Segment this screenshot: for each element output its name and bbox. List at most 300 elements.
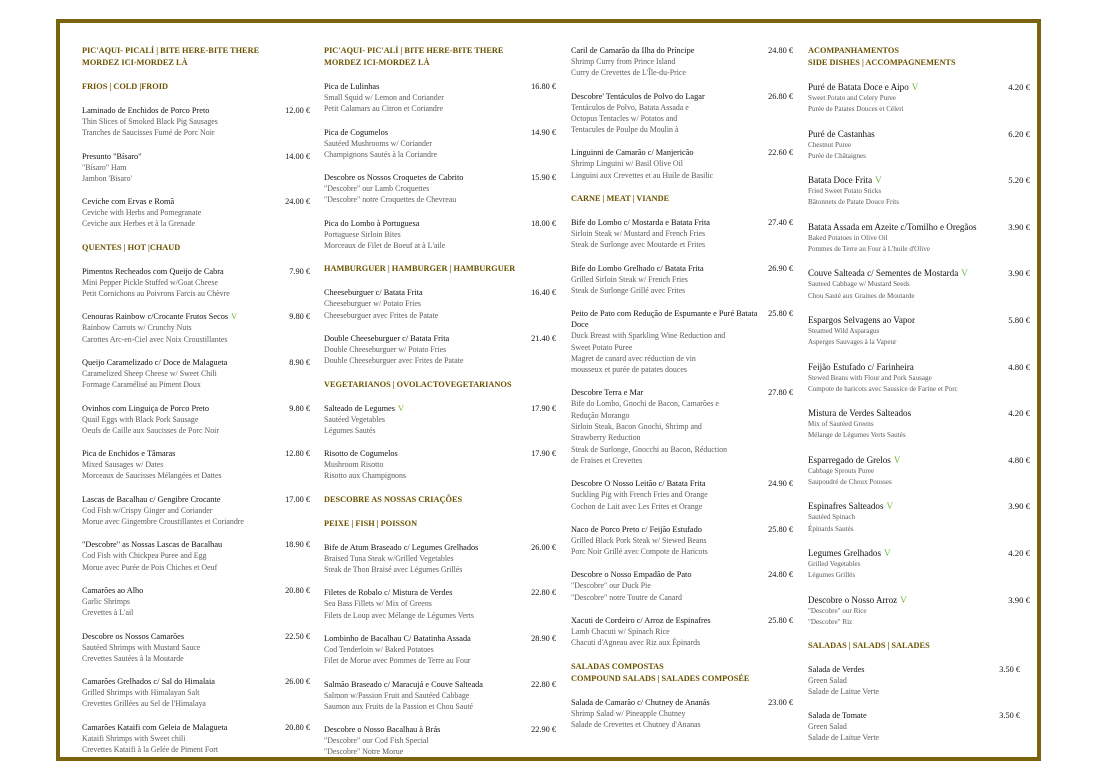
dish-name-text: Pica de Cogumelos [324, 127, 389, 137]
dish-name [324, 542, 484, 553]
dish-name [324, 218, 425, 229]
section-header: FRIOS | COLD |FROID [82, 82, 168, 91]
dish-name [808, 267, 974, 279]
dish-name [82, 722, 233, 733]
dish-name-text: Batata Assada em Azeite c/Tomilho e Oregãos [808, 221, 977, 232]
dish-price: 26.00 € [531, 542, 556, 552]
menu-item [571, 217, 793, 251]
menu-item [324, 287, 556, 321]
dish-description: Double Cheeseburguer avec Frites de Patate [324, 356, 464, 366]
dish-description: Cod Fish w/Crispy Ginger and Coriander [82, 505, 213, 515]
menu-item-row [324, 127, 556, 138]
dish-description: Grilled Shrimps with Himalayan Salt [82, 688, 200, 698]
dish-description: Crevettes à L'ail [82, 608, 134, 618]
menu-item-row [571, 91, 793, 102]
vegetarian-icon: V [961, 268, 968, 279]
dish-price: 27.40 € [768, 218, 793, 228]
menu-item-row [571, 697, 793, 708]
dish-price: 4.20 € [1008, 82, 1030, 92]
menu-item [808, 81, 1030, 116]
dish-name [82, 585, 149, 596]
dish-price: 5.80 € [1008, 314, 1030, 325]
dish-description: Salade de Laitue Verte [808, 733, 880, 743]
dish-price: 6.20 € [1008, 128, 1030, 139]
menu-item [571, 387, 793, 466]
menu-item [571, 569, 793, 603]
dish-price: 17.00 € [285, 494, 310, 504]
menu-item [82, 266, 310, 300]
menu-item [808, 314, 1030, 349]
dish-price: 16.80 € [531, 82, 556, 91]
menu-item [571, 263, 793, 297]
dish-description: Lamb Chacuti w/ Spinach Rice [571, 627, 670, 637]
menu-column-3 [571, 45, 793, 742]
menu-item-row [808, 314, 1030, 326]
vegetarian-icon: V [900, 594, 907, 605]
dish-description: Carottes Arc-en-Ciel avec Noix Croustillantes [82, 334, 228, 344]
section-header: PIC'AQUI- PICALÍ | BITE HERE-BITE THERE [82, 46, 260, 55]
dish-description: Curry de Crevettes de L'Île-du-Price [571, 68, 686, 78]
dish-name-text: "Descobre" as Nossas Lascas de Bacalhau [82, 540, 223, 550]
dish-name-text: Couve Salteada c/ Sementes de Mostarda [808, 268, 959, 279]
section-header: PEIXE | FISH | POISSON [324, 518, 418, 528]
dish-price: 24.80 € [768, 46, 793, 55]
dish-name-text: Feijão Estufado c/ Farinheira [808, 361, 914, 372]
dish-name [324, 679, 489, 690]
dish-name-text: Queijo Caramelizado c/ Doce de Malagueta [82, 357, 228, 367]
dish-name-text: Descobre o Nosso Bacalhau à Brás [324, 725, 441, 735]
dish-name-text: Lascas de Bacalhau c/ Gengibre Crocante [82, 494, 221, 504]
dish-name-text: Risotto de Cogumelos [324, 449, 398, 459]
menu-item-row [82, 494, 310, 505]
dish-description: Shrimp Salad w/ Pineapple Chutney [571, 708, 686, 718]
dish-name-text: Descobre O Nosso Leitão c/ Batata Frita [571, 479, 706, 489]
dish-name-text: Descobre o Nosso Empadão de Pato [571, 570, 692, 580]
menu-item-row [82, 585, 310, 596]
menu-item [324, 724, 556, 758]
dish-name [82, 105, 215, 116]
dish-name-text: Salmão Braseado c/ Maracujá e Couve Salteada [324, 679, 483, 689]
dish-description: Cheeseburguer avec Frites de Patate [324, 310, 439, 320]
dish-description: Small Squid w/ Lemon and Coriander [324, 93, 444, 102]
dish-name [808, 594, 913, 606]
menu-item [808, 710, 1030, 744]
dish-description: Chou Sauté aux Graines de Moutarde [808, 291, 915, 300]
section-header: VEGETARIANOS | OVOLACTOVEGETARIANOS [324, 379, 512, 389]
menu-item-row [571, 569, 793, 580]
menu-item [571, 524, 793, 558]
dish-description: "Descobre" Notre Morue [324, 747, 404, 757]
section-header: ACOMPANHAMENTOS [808, 46, 899, 55]
dish-description: Purée de Patates Douces et Céleri [808, 105, 904, 114]
dish-price: 21.40 € [531, 333, 556, 343]
dish-name [808, 454, 906, 466]
dish-name-text: Salada de Verdes [808, 665, 865, 675]
menu-item [82, 676, 310, 710]
menu-item [571, 147, 793, 181]
dish-name [82, 357, 233, 368]
dish-description: Morceaux de Saucisses Mélangées et Dattes [82, 471, 222, 481]
menu-item [82, 539, 310, 573]
dish-price: 28.90 € [531, 633, 556, 643]
menu-item-row [324, 633, 556, 644]
dish-name [571, 524, 708, 535]
menu-item-row [324, 81, 556, 92]
dish-name [571, 615, 717, 626]
menu-item [82, 151, 310, 185]
menu-item-row [82, 151, 310, 162]
dish-description: Bife do Lombo, Gnochi de Bacon, Camarões e [571, 399, 719, 409]
vegetarian-icon: V [886, 501, 894, 512]
dish-name [571, 147, 700, 158]
dish-description: Suckling Pig with French Fries and Orange [571, 490, 708, 500]
dish-price: 8.90 € [289, 357, 310, 367]
dish-description: Salmon w/Passion Fruit and Sautéed Cabbage [324, 690, 470, 700]
dish-description: "Descobre" notre Toutre de Canard [571, 592, 682, 602]
dish-description: Pommes de Terre au Four à L'huile d'Olive [808, 245, 930, 254]
dish-price: 17.90 € [531, 403, 556, 413]
menu-item [82, 631, 310, 665]
menu-column-1 [82, 45, 310, 767]
menu-item-row [82, 539, 310, 550]
menu-item [808, 547, 1030, 582]
dish-description: Oeufs de Caille aux Saucisses de Porc Noir [82, 425, 219, 435]
dish-description: Sautéed Vegetables [324, 414, 385, 424]
dish-name [808, 221, 983, 233]
dish-name [82, 151, 148, 162]
dish-description: Salade de Crevettes et Chutney d'Ananas [571, 719, 701, 729]
dish-description: Filets de Loup avec Mélange de Légumes Verts [324, 610, 474, 620]
menu-item [82, 585, 310, 619]
section-header: SALADAS | SALADS | SALADES [808, 641, 930, 651]
dish-name-text: Puré de Castanhas [808, 128, 875, 139]
dish-description: Steak de Surlonge Grillé avec Frites [571, 285, 686, 295]
dish-description: "Descobre" notre Croquettes de Chevreau [324, 195, 457, 205]
dish-price: 24.90 € [768, 479, 793, 489]
dish-price: 26.00 € [285, 677, 310, 687]
dish-description: Linguini aux Crevettes et au Huile de Basilic [571, 170, 714, 180]
dish-name-text: Salteado de Legumes [324, 403, 395, 413]
menu-item [324, 218, 556, 252]
dish-price: 22.60 € [768, 148, 793, 158]
dish-name-text: Mistura de Verdes Salteados [808, 408, 912, 419]
dish-description: Steak de Surlonge, Gnocchi au Bacon, Réduction [571, 444, 728, 454]
menu-item [808, 664, 1030, 698]
menu-item-row [324, 172, 556, 183]
dish-price: 24.00 € [285, 197, 310, 207]
dish-price: 25.80 € [768, 616, 793, 626]
dish-price: 22.90 € [531, 725, 556, 735]
dish-name-text: Xacuti de Cordeiro c/ Arroz de Espinafres [571, 616, 711, 626]
menu-item [324, 542, 556, 576]
dish-price: 3.90 € [1008, 594, 1030, 605]
menu-item-row [324, 287, 556, 298]
menu-item [82, 494, 310, 528]
dish-name [571, 308, 768, 330]
dish-description: Grilled Black Pork Steak w/ Stewed Beans [571, 535, 707, 545]
dish-description: de Fraises et Crevettes [571, 455, 643, 465]
dish-price: 18.00 € [531, 218, 556, 228]
section-header: MORDEZ ICI-MORDEZ LÀ [324, 58, 430, 67]
dish-price: 3.90 € [1008, 501, 1030, 512]
dish-name-text: Camarões Kataifi com Geleia de Malagueta [82, 722, 228, 732]
menu-item-row [808, 500, 1030, 512]
menu-item [571, 45, 793, 79]
section-header: SIDE DISHES | ACCOMPAGNEMENTS [808, 58, 956, 67]
dish-price: 25.80 € [768, 309, 793, 319]
vegetarian-icon: V [893, 454, 901, 465]
menu-item [808, 594, 1030, 629]
dish-description: Sweet Potato and Celery Puree [808, 94, 896, 102]
menu-item [324, 679, 556, 713]
dish-name-text: Salada de Camarão c/ Chutney de Ananás [571, 697, 710, 707]
menu-item [571, 697, 793, 731]
dish-description: Grilled Vegetables [808, 559, 861, 568]
vegetarian-icon: V [883, 547, 891, 558]
dish-description: Cod Fish with Chickpea Puree and Egg [82, 551, 207, 561]
dish-price: 12.80 € [285, 449, 310, 459]
dish-description: Mix of Sautéed Greens [808, 420, 874, 429]
vegetarian-icon: V [875, 175, 882, 186]
menu-item [808, 267, 1030, 302]
dish-description: Sautéed Mushrooms w/ Coriander [324, 138, 433, 148]
dish-name [808, 361, 920, 373]
menu-item-row [324, 542, 556, 553]
dish-price: 22.80 € [531, 588, 556, 598]
dish-description: Quail Eggs with Black Pork Sausage [82, 414, 199, 424]
dish-description: Caramelized Sheep Cheese w/ Sweet Chili [82, 368, 217, 378]
dish-description: Porc Noir Grillé avec Compote de Haricots [571, 547, 708, 557]
dish-name [82, 539, 228, 550]
dish-description: Green Salad [808, 676, 847, 686]
dish-description: Steamed Wild Asparagus [808, 326, 880, 335]
dish-description: Ceviche aux Herbes et à la Grenade [82, 219, 196, 229]
dish-name-text: Ovinhos com Linguiça de Porco Preto [82, 403, 209, 413]
dish-description: Légumes Sautés [324, 425, 376, 435]
menu-item [324, 81, 556, 115]
dish-description: Légumes Grillés [808, 571, 856, 580]
menu-item-row [324, 679, 556, 690]
dish-name-text: Salada de Tomate [808, 710, 867, 720]
menu-item [324, 172, 556, 206]
menu-item-row [808, 174, 1030, 186]
dish-price: 3.90 € [1008, 268, 1030, 279]
dish-description: Tranches de Saucisses Fumé de Porc Noir [82, 128, 215, 138]
dish-price: 7.90 € [289, 266, 310, 276]
dish-name-text: Ceviche com Ervas e Romã [82, 197, 175, 207]
dish-name-text: Descobre os Nossos Camarões [82, 631, 185, 641]
menu-item [324, 127, 556, 161]
dish-description: Mélange de Légumes Verts Sautés [808, 431, 906, 440]
menu-item [82, 196, 310, 230]
dish-name [571, 478, 712, 489]
dish-name-text: Naco de Porco Preto c/ Feijão Estufado [571, 524, 702, 534]
dish-name-text: Puré de Batata Doce e Aipo [808, 82, 909, 92]
dish-name [571, 569, 698, 580]
dish-description: Mini Pepper Pickle Stuffed w/Goat Cheese [82, 277, 218, 287]
menu-item-row [808, 547, 1030, 559]
dish-name-text: Camarões ao Alho [82, 585, 144, 595]
dish-description: Asperges Sauvages à la Vapeur [808, 338, 897, 347]
dish-description: Formage Caramélisé au Piment Doux [82, 380, 201, 390]
dish-name [808, 174, 888, 186]
dish-name [571, 45, 701, 56]
dish-description: Fried Sweet Potato Sticks [808, 187, 882, 196]
dish-description: Kataifi Shrimps with Sweet chili [82, 733, 186, 743]
dish-description: Sauteed Cabbage w/ Mustard Seeds [808, 280, 910, 289]
dish-name-text: Peito de Pato com Redução de Espumante e Puré Batata Doce [571, 309, 758, 330]
dish-description: Duck Breast with Sparkling Wine Reduction and [571, 331, 726, 341]
menu-item-row [82, 403, 310, 414]
dish-description: mousseux et purée de patates douces [571, 365, 687, 375]
menu-item-row [808, 664, 1030, 675]
menu-item-row [82, 676, 310, 687]
dish-name-text: Bife de Atum Braseado c/ Legumes Grelhados [324, 542, 479, 552]
dish-name [82, 676, 221, 687]
dish-price: 3.50 € [999, 710, 1020, 720]
dish-price: 4.20 € [1008, 408, 1030, 419]
dish-description: Mixed Sausages w/ Dates [82, 460, 164, 470]
dish-description: Sea Bass Fillets w/ Mix of Greens [324, 599, 432, 609]
menu-item [808, 407, 1030, 442]
vegetarian-icon: V [231, 312, 238, 322]
dish-name-text: Pimentos Recheados com Queijo de Cabra [82, 266, 224, 276]
dish-name-text: Bife do Lombo c/ Mostarda e Batata Frita [571, 218, 710, 228]
menu-item-row [808, 710, 1030, 721]
section-header: COMPOUND SALADS | SALADES COMPOSÉE [571, 673, 750, 683]
menu-item-row [324, 333, 556, 344]
menu-item [82, 403, 310, 437]
dish-name-text: Double Cheeseburguer c/ Batata Frita [324, 333, 450, 343]
dish-name-text: Esparregado de Grelos [808, 454, 891, 465]
dish-description: Saumon aux Fruits de la Passion et Chou Sauté [324, 701, 474, 711]
dish-price: 18.90 € [285, 540, 310, 550]
dish-name [808, 128, 881, 140]
dish-description: Tentáculos de Polvo, Batata Assada e [571, 102, 689, 112]
dish-price: 15.90 € [531, 173, 556, 183]
dish-description: "Descobre" our Cod Fish Special [324, 736, 429, 746]
dish-price: 20.80 € [285, 585, 310, 595]
dish-name-text: Lombinho de Bacalhau C/ Batatinha Assada [324, 633, 471, 643]
section-header: DESCOBRE AS NOSSAS CRIAÇÕES [324, 494, 463, 504]
dish-name-text: Batata Doce Frita [808, 175, 873, 186]
menu-item-row [324, 218, 556, 229]
menu-item [808, 500, 1030, 535]
dish-name-text: Descobre os Nossos Croquetes de Cabrito [324, 173, 464, 183]
dish-price: 9.80 € [289, 403, 310, 413]
menu-item [808, 221, 1030, 256]
dish-price: 5.20 € [1008, 175, 1030, 186]
dish-name [324, 403, 410, 414]
dish-description: "Bísaro" Ham [82, 162, 127, 172]
dish-description: Purée de Châtaignes [808, 151, 866, 160]
menu-item [82, 105, 310, 139]
dish-price: 27.80 € [768, 388, 793, 398]
menu-item-row [808, 128, 1030, 140]
dish-description: Crevettes Sautées à la Moutarde [82, 653, 184, 663]
dish-name [82, 631, 190, 642]
menu-item [808, 174, 1030, 209]
section-header: SALADAS COMPOSTAS [571, 661, 664, 671]
menu-item [324, 587, 556, 621]
dish-description: Braised Tuna Steak w/Grilled Vegetables [324, 553, 454, 563]
menu-column-2 [324, 45, 556, 770]
dish-description: Petit Calamars au Citron et Coriandre [324, 104, 443, 114]
dish-description: Chestnut Puree [808, 140, 852, 149]
dish-price: 23.00 € [768, 697, 793, 707]
dish-name [571, 263, 710, 274]
dish-name [82, 448, 181, 459]
dish-description: Compote de haricots avec Saussice de Farine et Porc [808, 384, 958, 393]
dish-description: Sautéed Spinach [808, 513, 856, 522]
dish-name [571, 91, 711, 102]
dish-description: Steak de Surlonge avec Moutarde et Frites [571, 240, 706, 250]
dish-description: Bâtonnets de Patate Douce Frits [808, 198, 900, 207]
dish-price: 4.80 € [1008, 361, 1030, 372]
dish-name [808, 710, 873, 721]
dish-description: Stewed Beans with Flour and Pork Sausage [808, 373, 932, 382]
dish-description: Cabbage Sprouts Puree [808, 466, 875, 475]
menu-item [324, 333, 556, 367]
dish-price: 25.80 € [768, 524, 793, 534]
dish-price: 9.80 € [289, 312, 310, 322]
dish-description: Mushroom Risotto [324, 460, 384, 470]
dish-description: Cochon de Lait avec Les Frites et Orange [571, 501, 703, 511]
menu-item [808, 128, 1030, 163]
dish-description: Grilled Sirloin Steak w/ French Fries [571, 274, 688, 284]
dish-description: Sautéed Shrimps with Mustard Sauce [82, 642, 201, 652]
menu-item-row [82, 448, 310, 459]
dish-description: Épinards Sautés [808, 524, 854, 533]
menu-item-row [82, 357, 310, 368]
dish-description: Saupoudré de Choux Pousses [808, 478, 892, 487]
menu-item-row [571, 524, 793, 535]
dish-description: Filet de Morue avec Pommes de Terre au Four [324, 656, 471, 666]
dish-name-text: Caril de Camarão da Ilha do Príncipe [571, 46, 695, 55]
dish-description: Risotto aux Champignons [324, 471, 406, 481]
dish-price: 22.50 € [285, 631, 310, 641]
section-header: HAMBURGUER | HAMBURGER | HAMBURGUER [324, 264, 516, 274]
dish-price: 4.80 € [1008, 454, 1030, 465]
dish-description: Portuguese Sirloin Bites [324, 229, 401, 239]
dish-name [808, 407, 917, 419]
section-header: MORDEZ ICI-MORDEZ LÀ [82, 58, 188, 67]
menu-item [571, 91, 793, 136]
dish-name-text: Pica de Lulinhas [324, 82, 380, 91]
dish-name [82, 494, 226, 505]
menu-item-row [324, 448, 556, 459]
dish-price: 3.90 € [1008, 221, 1030, 232]
menu-item-row [808, 267, 1030, 279]
menu-item [808, 454, 1030, 489]
dish-description: Magret de canard avec réduction de vin [571, 353, 696, 363]
dish-description: Petit Cornichons au Poivrons Farcis au Chèvre [82, 289, 230, 299]
dish-description: Tentacules de Poulpe du Moulin à [571, 125, 679, 135]
dish-name [324, 633, 477, 644]
dish-name [324, 172, 469, 183]
dish-name-text: Presunto "Bísaro" [82, 151, 142, 161]
dish-price: 26.80 € [768, 91, 793, 101]
dish-name [808, 314, 921, 326]
menu-item-row [808, 594, 1030, 606]
menu-item-row [82, 311, 310, 322]
dish-description: Octopus Tentacles w/ Potatos and [571, 113, 678, 123]
menu-item-row [571, 615, 793, 626]
menu-item-row [571, 217, 793, 228]
dish-description: Shrimp Linguini w/ Basil Olive Oil [571, 159, 684, 169]
dish-description: Champignons Sautés à la Coriandre [324, 149, 438, 159]
dish-description: Morue avec Gingembre Croustillantes et Coriandre [82, 517, 244, 527]
